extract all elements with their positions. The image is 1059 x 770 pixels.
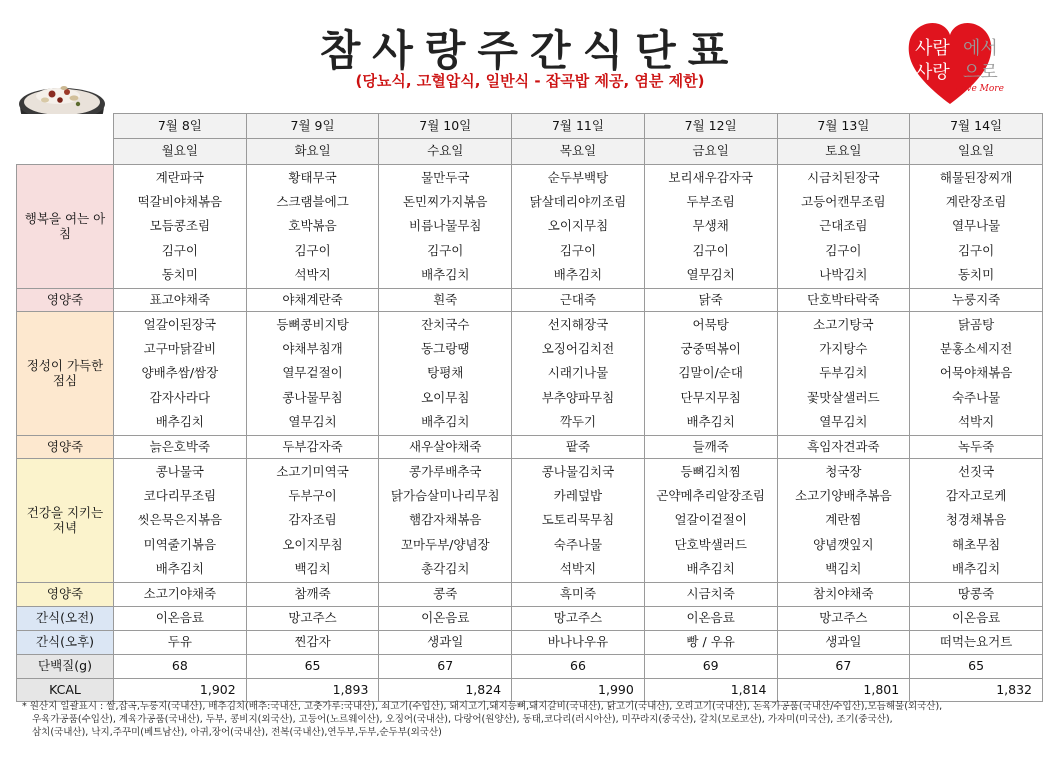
footnote-line: 삼치(국내산), 낙지,주꾸미(베트남산), 아귀,장어(국내산), 전복(국내산),연두부,두부,순두부(외국산) bbox=[32, 727, 442, 738]
morning-cell bbox=[512, 165, 645, 289]
menu-item: 분홍소세지전 bbox=[939, 340, 1013, 356]
menu-item: 열무나물 bbox=[951, 218, 1001, 234]
meal-list bbox=[778, 460, 910, 582]
snack_am-value: 이온음료 bbox=[910, 607, 1043, 631]
menu-item: 보리새우감자국 bbox=[668, 169, 753, 185]
menu-item: 꼬마두부/양념장 bbox=[400, 536, 490, 552]
menu-item: 호박볶음 bbox=[288, 218, 337, 234]
menu-item: 오이무침 bbox=[421, 389, 470, 405]
menu-item: 청국장 bbox=[825, 463, 862, 479]
menu-item: 계란파국 bbox=[155, 169, 204, 185]
menu-item: 숙주나물 bbox=[951, 389, 1001, 405]
meal-list bbox=[379, 313, 511, 435]
kcal-label: KCAL bbox=[17, 679, 114, 702]
kcal-value: 1,814 bbox=[644, 679, 777, 702]
menu-item: 오이지무침 bbox=[282, 536, 343, 552]
day-weekday: 월요일 bbox=[114, 139, 247, 165]
menu-item: 가지탕수 bbox=[819, 340, 868, 356]
menu-item: 깍두기 bbox=[559, 414, 597, 430]
porridge_dinner-label: 영양죽 bbox=[17, 583, 114, 607]
table-corner bbox=[17, 114, 114, 165]
menu-item: 궁중떡볶이 bbox=[680, 340, 741, 356]
menu-item: 단무지무침 bbox=[680, 389, 741, 405]
page-subtitle: (당뇨식, 고혈압식, 일반식 - 잡곡밥 제공, 염분 제한) bbox=[355, 72, 705, 90]
menu-item: 감자고로케 bbox=[945, 487, 1007, 503]
meal-list bbox=[114, 313, 246, 435]
day-date: 7월 8일 bbox=[114, 114, 247, 139]
menu-item: 돈민찌가지볶음 bbox=[402, 193, 488, 209]
weekly-menu-table bbox=[16, 113, 1043, 702]
menu-item: 백김치 bbox=[825, 561, 862, 577]
day-date: 7월 11일 bbox=[512, 114, 645, 139]
menu-item: 숙주나물 bbox=[553, 536, 603, 552]
menu-item: 곤약메추리알장조림 bbox=[656, 487, 765, 503]
protein-value: 66 bbox=[512, 655, 645, 679]
menu-item: 어묵탕 bbox=[692, 316, 729, 332]
meal-list bbox=[247, 313, 379, 435]
protein-value: 65 bbox=[246, 655, 379, 679]
menu-item: 감자사라다 bbox=[149, 389, 211, 405]
menu-item: 근대조림 bbox=[819, 218, 868, 234]
menu-item: 양념깻잎지 bbox=[813, 536, 874, 552]
menu-item: 선지해장국 bbox=[547, 316, 609, 332]
meal-list bbox=[645, 460, 777, 582]
snack_am-value: 망고주스 bbox=[777, 607, 910, 631]
protein-label: 단백질(g) bbox=[17, 655, 114, 679]
porridge_morning-value: 근대죽 bbox=[512, 289, 645, 312]
lunch-cell bbox=[114, 312, 247, 436]
menu-item: 김구이 bbox=[559, 242, 597, 258]
day-date: 7월 13일 bbox=[777, 114, 910, 139]
kcal-value: 1,990 bbox=[512, 679, 645, 702]
morning-label: 행복을 여는 아침 bbox=[17, 165, 114, 289]
menu-item: 열무김치 bbox=[819, 414, 868, 430]
dinner-cell bbox=[644, 459, 777, 583]
porridge_dinner-value: 땅콩죽 bbox=[910, 583, 1043, 607]
snack_pm-label: 간식(오후) bbox=[17, 631, 114, 655]
snack_am-value: 이온음료 bbox=[379, 607, 512, 631]
porridge_morning-value: 표고야채죽 bbox=[114, 289, 247, 312]
logo-text-1b: 에서 bbox=[963, 38, 998, 59]
snack_pm-value: 생과일 bbox=[379, 631, 512, 655]
menu-item: 카레덮밥 bbox=[553, 487, 603, 503]
kcal-value: 1,832 bbox=[910, 679, 1043, 702]
lunch-cell bbox=[644, 312, 777, 436]
lunch-label: 정성이 가득한 점심 bbox=[17, 312, 114, 436]
meal-list bbox=[512, 460, 644, 582]
menu-item: 떡갈비야채볶음 bbox=[137, 193, 223, 209]
meal-list bbox=[778, 313, 910, 435]
menu-item: 소고기미역국 bbox=[276, 463, 349, 479]
lunch-cell bbox=[910, 312, 1043, 436]
menu-item: 두부조림 bbox=[686, 193, 735, 209]
menu-item: 배추김치 bbox=[155, 414, 204, 430]
menu-item: 백김치 bbox=[294, 561, 331, 577]
menu-item: 배추김치 bbox=[155, 561, 204, 577]
menu-item: 두부김치 bbox=[819, 365, 868, 381]
menu-item: 잔치국수 bbox=[421, 316, 470, 332]
dinner-cell bbox=[379, 459, 512, 583]
menu-item: 오징어김치전 bbox=[541, 340, 615, 356]
morning-cell bbox=[246, 165, 379, 289]
menu-item: 고구마닭갈비 bbox=[143, 340, 217, 356]
kcal-value: 1,902 bbox=[114, 679, 247, 702]
menu-item: 김구이 bbox=[294, 242, 331, 258]
day-weekday: 토요일 bbox=[777, 139, 910, 165]
menu-item: 등뼈콩비지탕 bbox=[276, 316, 349, 332]
lunch-cell bbox=[246, 312, 379, 436]
protein-value: 67 bbox=[379, 655, 512, 679]
menu-item: 오이지무침 bbox=[547, 218, 609, 234]
meal-list bbox=[379, 166, 511, 288]
morning-cell bbox=[644, 165, 777, 289]
dinner-cell bbox=[777, 459, 910, 583]
menu-item: 소고기탕국 bbox=[813, 316, 874, 332]
menu-item: 모듬콩조림 bbox=[149, 218, 211, 234]
snack_pm-value: 떠먹는요거트 bbox=[910, 631, 1043, 655]
lunch-cell bbox=[379, 312, 512, 436]
day-date: 7월 14일 bbox=[910, 114, 1043, 139]
menu-item: 석박지 bbox=[294, 267, 331, 283]
menu-item: 총각김치 bbox=[421, 561, 470, 577]
menu-item: 콩나물국 bbox=[155, 463, 204, 479]
menu-item: 해물된장찌개 bbox=[939, 169, 1013, 185]
porridge_lunch-value: 늙은호박죽 bbox=[114, 436, 247, 459]
meal-list bbox=[910, 460, 1042, 582]
menu-item: 동치미 bbox=[957, 267, 995, 283]
day-date: 7월 10일 bbox=[379, 114, 512, 139]
kcal-value: 1,801 bbox=[777, 679, 910, 702]
morning-cell bbox=[114, 165, 247, 289]
day-weekday: 화요일 bbox=[246, 139, 379, 165]
menu-item: 계란찜 bbox=[825, 512, 862, 528]
meal-list bbox=[247, 166, 379, 288]
menu-item: 씻은묵은지볶음 bbox=[137, 512, 223, 528]
dinner-cell bbox=[246, 459, 379, 583]
menu-item: 콩나물무침 bbox=[282, 389, 343, 405]
menu-item: 열무김치 bbox=[288, 414, 337, 430]
menu-item: 배추김치 bbox=[421, 414, 470, 430]
meal-list bbox=[645, 166, 777, 288]
protein-value: 65 bbox=[910, 655, 1043, 679]
menu-item: 김구이 bbox=[957, 242, 995, 258]
porridge_lunch-value: 새우살야채죽 bbox=[379, 436, 512, 459]
menu-item: 감자조림 bbox=[288, 512, 337, 528]
porridge_morning-value: 닭죽 bbox=[644, 289, 777, 312]
porridge_dinner-value: 시금치죽 bbox=[644, 583, 777, 607]
menu-item: 청경채볶음 bbox=[945, 512, 1007, 528]
menu-item: 순두부백탕 bbox=[547, 169, 609, 185]
menu-item: 콩가루배추국 bbox=[409, 463, 482, 479]
menu-item: 스크램블에그 bbox=[276, 193, 349, 209]
menu-item: 미역줄기볶음 bbox=[143, 536, 217, 552]
porridge_lunch-label: 영양죽 bbox=[17, 436, 114, 459]
heart-logo bbox=[905, 18, 1045, 110]
footnote-line: 우육가공품(수입산), 계육가공품(국내산), 두부, 콩비지(외국산), 고등어(노르웨이산), 오징어(국내산), 다랑어(원양산), 동태,코다리(러시아산), 미꾸라지(중국산), 갈치(모로코산), 가자미(미국산), 조기(중국산), bbox=[32, 714, 893, 725]
menu-item: 닭곰탕 bbox=[957, 316, 995, 332]
menu-item: 해초무침 bbox=[951, 536, 1001, 552]
logo-text-2b: 으로 bbox=[963, 62, 998, 83]
porridge_lunch-value: 녹두죽 bbox=[910, 436, 1043, 459]
menu-item: 열무겉절이 bbox=[282, 365, 343, 381]
snack_pm-value: 빵 / 우유 bbox=[644, 631, 777, 655]
menu-item: 시래기나물 bbox=[547, 365, 609, 381]
snack_pm-value: 생과일 bbox=[777, 631, 910, 655]
protein-value: 69 bbox=[644, 655, 777, 679]
menu-item: 어묵야채볶음 bbox=[939, 365, 1013, 381]
meal-list bbox=[512, 313, 644, 435]
footnote-line: * 원산지 일괄표시 : 쌀,잡곡,누룽지(국내산), 배추김치(배추:국내산, 고춧가루:국내산), 쇠고기(수입산), 돼지고기,돼지등뼈,돼지갈비(국내산), 닭고기(국내산), 오리고기(국내산), 돈육가공품(국내산/수입산),모듬해물(외국산), bbox=[22, 701, 943, 712]
porridge_lunch-value: 팥죽 bbox=[512, 436, 645, 459]
menu-item: 비름나물무침 bbox=[409, 218, 482, 234]
logo-text-2a: 사랑 bbox=[915, 62, 950, 83]
origin-footnote bbox=[22, 700, 1046, 739]
protein-value: 67 bbox=[777, 655, 910, 679]
snack_am-value: 망고주스 bbox=[512, 607, 645, 631]
dinner-cell bbox=[910, 459, 1043, 583]
snack_am-value: 이온음료 bbox=[644, 607, 777, 631]
menu-item: 배추김치 bbox=[553, 267, 603, 283]
menu-item: 얼갈이겉절이 bbox=[674, 512, 747, 528]
menu-item: 김구이 bbox=[427, 242, 464, 258]
meal-list bbox=[114, 166, 246, 288]
menu-item: 얼갈이된장국 bbox=[143, 316, 217, 332]
meal-list bbox=[645, 313, 777, 435]
porridge_morning-label: 영양죽 bbox=[17, 289, 114, 312]
menu-item: 닭살데리야끼조림 bbox=[529, 193, 627, 209]
protein-value: 68 bbox=[114, 655, 247, 679]
snack_am-value: 망고주스 bbox=[246, 607, 379, 631]
menu-item: 선짓국 bbox=[957, 463, 995, 479]
menu-item: 석박지 bbox=[957, 414, 995, 430]
menu-item: 배추김치 bbox=[686, 414, 735, 430]
porridge_dinner-value: 참치야채죽 bbox=[777, 583, 910, 607]
menu-item: 꽃맛살샐러드 bbox=[807, 389, 880, 405]
menu-item: 양배추쌈/쌈장 bbox=[141, 365, 219, 381]
porridge_morning-value: 단호박타락죽 bbox=[777, 289, 910, 312]
menu-item: 시금치된장국 bbox=[807, 169, 880, 185]
porridge_morning-value: 야채계란죽 bbox=[246, 289, 379, 312]
meal-list bbox=[778, 166, 910, 288]
morning-cell bbox=[379, 165, 512, 289]
page-title: 참사랑주간식단표 bbox=[319, 26, 741, 75]
lunch-cell bbox=[512, 312, 645, 436]
menu-item: 등뼈김치찜 bbox=[680, 463, 741, 479]
menu-item: 동치미 bbox=[161, 267, 198, 283]
menu-item: 배추김치 bbox=[951, 561, 1001, 577]
meal-list bbox=[910, 166, 1042, 288]
kcal-value: 1,893 bbox=[246, 679, 379, 702]
menu-item: 콩나물김치국 bbox=[541, 463, 615, 479]
porridge_dinner-value: 흑미죽 bbox=[512, 583, 645, 607]
menu-item: 단호박샐러드 bbox=[674, 536, 747, 552]
day-date: 7월 9일 bbox=[246, 114, 379, 139]
menu-item: 탕평채 bbox=[427, 365, 464, 381]
day-weekday: 금요일 bbox=[644, 139, 777, 165]
menu-item: 물만두국 bbox=[421, 169, 470, 185]
snack_pm-value: 찐감자 bbox=[246, 631, 379, 655]
menu-item: 배추김치 bbox=[686, 561, 735, 577]
menu-item: 김구이 bbox=[692, 242, 729, 258]
meal-list bbox=[512, 166, 644, 288]
menu-item: 햄감자채볶음 bbox=[409, 512, 482, 528]
day-weekday: 목요일 bbox=[512, 139, 645, 165]
meal-list bbox=[379, 460, 511, 582]
porridge_lunch-value: 흑임자견과죽 bbox=[777, 436, 910, 459]
menu-item: 야채부침개 bbox=[282, 340, 343, 356]
porridge_morning-value: 누룽지죽 bbox=[910, 289, 1043, 312]
menu-item: 닭가슴살미나리무침 bbox=[390, 487, 500, 503]
logo-text-1a: 사람 bbox=[915, 38, 950, 59]
snack_pm-value: 두유 bbox=[114, 631, 247, 655]
menu-item: 김구이 bbox=[825, 242, 862, 258]
kcal-value: 1,824 bbox=[379, 679, 512, 702]
lunch-cell bbox=[777, 312, 910, 436]
menu-item: 나박김치 bbox=[819, 267, 868, 283]
menu-item: 황태무국 bbox=[288, 169, 337, 185]
menu-item: 도토리묵무침 bbox=[541, 512, 615, 528]
menu-item: 열무김치 bbox=[686, 267, 735, 283]
porridge_lunch-value: 두부감자죽 bbox=[246, 436, 379, 459]
menu-item: 배추김치 bbox=[421, 267, 470, 283]
snack_am-label: 간식(오전) bbox=[17, 607, 114, 631]
dinner-cell bbox=[114, 459, 247, 583]
dinner-cell bbox=[512, 459, 645, 583]
porridge_morning-value: 흰죽 bbox=[379, 289, 512, 312]
logo-script: Love More bbox=[955, 84, 1004, 94]
menu-item: 김구이 bbox=[161, 242, 198, 258]
porridge_lunch-value: 들깨죽 bbox=[644, 436, 777, 459]
morning-cell bbox=[910, 165, 1043, 289]
menu-item: 코다리무조림 bbox=[143, 487, 217, 503]
porridge_dinner-value: 콩죽 bbox=[379, 583, 512, 607]
menu-item: 부추양파무침 bbox=[541, 389, 615, 405]
dinner-label: 건강을 지키는 저녁 bbox=[17, 459, 114, 583]
porridge_dinner-value: 참깨죽 bbox=[246, 583, 379, 607]
day-weekday: 일요일 bbox=[910, 139, 1043, 165]
day-date: 7월 12일 bbox=[644, 114, 777, 139]
day-weekday: 수요일 bbox=[379, 139, 512, 165]
meal-list bbox=[247, 460, 379, 582]
porridge_dinner-value: 소고기야채죽 bbox=[114, 583, 247, 607]
menu-item: 동그랑땡 bbox=[421, 340, 470, 356]
snack_am-value: 이온음료 bbox=[114, 607, 247, 631]
menu-item: 소고기양배추볶음 bbox=[795, 487, 892, 503]
morning-cell bbox=[777, 165, 910, 289]
snack_pm-value: 바나나우유 bbox=[512, 631, 645, 655]
menu-item: 무생채 bbox=[692, 218, 729, 234]
menu-item: 석박지 bbox=[559, 561, 597, 577]
meal-list bbox=[910, 313, 1042, 435]
menu-item: 계란장조림 bbox=[945, 193, 1007, 209]
meal-list bbox=[114, 460, 246, 582]
menu-item: 고등어캔무조림 bbox=[801, 193, 886, 209]
menu-item: 김말이/순대 bbox=[678, 365, 743, 381]
menu-item: 두부구이 bbox=[288, 487, 337, 503]
